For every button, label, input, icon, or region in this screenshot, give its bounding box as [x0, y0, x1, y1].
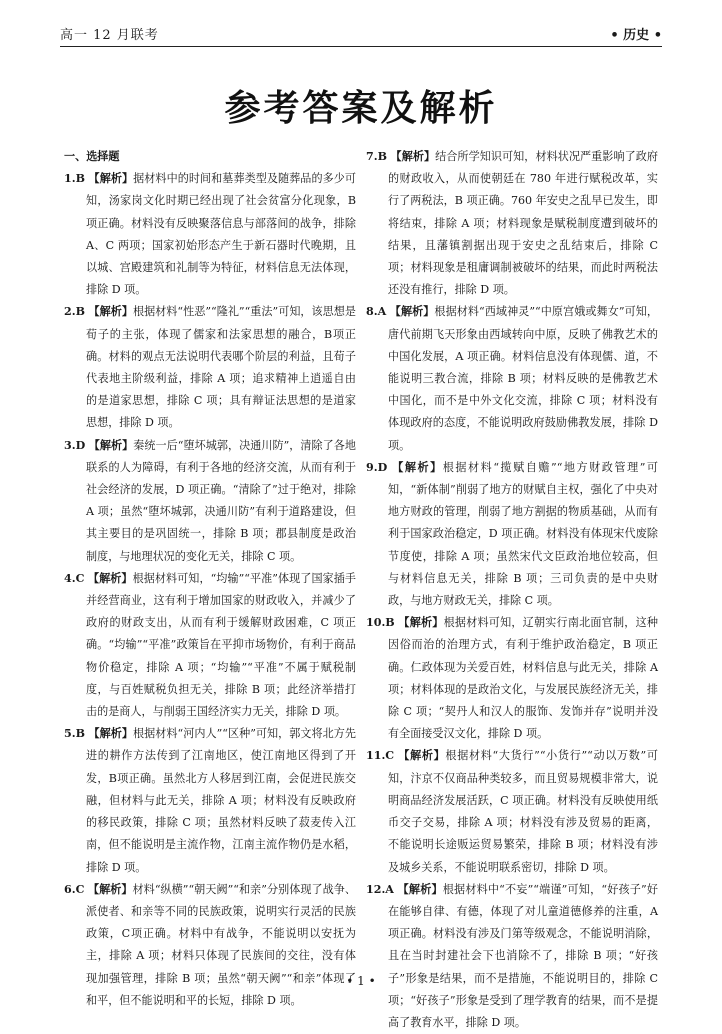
answer-number: 4.C — [64, 571, 85, 585]
answer-item — [366, 879, 658, 1034]
page-header — [60, 22, 662, 46]
right-column — [366, 146, 658, 1034]
analysis-text: 根据材料“性恶”“隆礼”“重法”可知，该思想是荀子的主张，体现了儒家和法家思想的融合，B项正确。材料的观点无法说明代表哪个阶层的利益，且荀子代表地主阶级利益，排除 A 项；追求精神上逍遥自由的是道家思想，排除 C 项；具有辩证法思想的是道家思想，排除 D 项。 — [86, 305, 356, 430]
analysis-text: 秦统一后“堕坏城郭，决通川防”，清除了各地联系的人为障碍，有利于各地的经济交流，从而有利于社会经济的发展，D 项正确。“清除了”过于绝对，排除 A 项；虽然“堕坏城郭，决通川防”有利于道路建设，但其主要目的是巩固统一，排除 B 项；郡县制度是政治制度，与地理状况的变化无关，排除 C 项。 — [86, 438, 356, 563]
analysis-tag: 【解析】 — [88, 172, 134, 186]
analysis-text: 根据材料可知，辽朝实行南北面官制，这种因俗而治的治理方式，有利于维护政治稳定，B 项正确。仁政体现为关爱百姓，材料信息与此无关，排除 A 项；材料体现的是政治文化，与发展民族经济无关，排除 C 项；“契丹人和汉人的服饰、发饰并存”说明并没有全面接受汉文化，排除 D 项。 — [388, 616, 658, 741]
left-column — [64, 146, 356, 1012]
analysis-text: 根据材料可知，“均输”“平准”体现了国家插手并经营商业，这有利于增加国家的财政收入，并减少了政府的财政支出，从而有利于缓解财政困难，C 项正确。“均输”“平准”政策旨在平抑市场物价，有利于商品物价稳定，排除 A 项；“均输”“平准”不属于赋税制度，与百姓赋税负担无关，排除 B 项；此经济举措打击的是商人，与削弱王国经济实力无关，排除 D 项。 — [86, 571, 356, 719]
answer-number: 7.B — [366, 150, 387, 163]
analysis-tag: 【解析】 — [398, 749, 446, 763]
page-number: • 1 • — [346, 974, 376, 988]
answer-number: 5.B — [64, 727, 85, 741]
analysis-tag: 【解析】 — [88, 571, 133, 585]
answer-number: 8.A — [366, 305, 387, 319]
analysis-text: 根据材料“河内人”“区种”可知，郭文将北方先进的耕作方法传到了江南地区，使江南地区得到了开发，B项正确。虽然北方人移居到江南，会促进民族交融，但材料与此无关，排除 A 项；材料没有反映政府的移民政策，排除 C 项；虽然材料反映了菽麦传入江南，但不能说明是主流作物，江南主流作物仍是水稻，排除 D 项。 — [86, 727, 356, 874]
analysis-tag: 【解析】 — [389, 305, 435, 319]
analysis-tag: 【解析】 — [398, 616, 444, 630]
answer-item — [366, 301, 658, 456]
page-title: 参考答案及解析 — [224, 88, 498, 129]
answer-number: 10.B — [366, 616, 395, 630]
section-heading: 一、选择题 — [64, 150, 120, 163]
answer-item — [366, 745, 658, 878]
answer-item — [64, 435, 356, 568]
answer-item — [366, 146, 658, 301]
analysis-tag: 【解析】 — [397, 882, 443, 896]
exam-name: 高一 12 月联考 — [60, 28, 159, 43]
answer-number: 3.D — [64, 438, 86, 452]
answer-item — [64, 301, 356, 434]
analysis-tag: 【解析】 — [88, 882, 133, 896]
header-rule — [60, 46, 662, 47]
analysis-tag: 【解析】 — [392, 460, 443, 474]
analysis-text: 根据材料“西域神灵”“中原宫娥或舞女”可知，唐代前期飞天形象由西域转向中原，反映了佛教艺术的中国化发展，A 项正确。材料信息没有体现儒、道，不能说明三教合流，排除 B 项；材料反映的是佛教艺术中国化，而不是中外文化交流，排除 C 项；材料没有体现政府的态度，不能说明政府鼓励佛教发展，排除 D 项。 — [388, 305, 658, 452]
analysis-tag: 【解析】 — [390, 150, 436, 163]
answer-number: 2.B — [64, 305, 85, 319]
answer-item — [64, 568, 356, 723]
answer-number: 9.D — [366, 460, 388, 474]
analysis-text: 根据材料“大货行”“小货行”“动以万数”可知，汴京不仅商品种类较多，而且贸易规模非常大，说明商品经济发展活跃，C 项正确。材料没有反映使用纸币交子交易，排除 A 项；材料没有涉及贸易的距离，不能说明长途贩运贸易繁荣，排除 B 项；材料没有涉及城乡关系，不能说明联系密切，排除 D 项。 — [388, 749, 658, 874]
answer-number: 6.C — [64, 882, 85, 896]
answer-item — [64, 168, 356, 301]
analysis-text: 根据材料“揽赋自赡”“地方财政管理”可知，“新体制”削弱了地方的财赋自主权，强化了中央对地方财政的管理，削弱了地方割据的物质基础，从而有利于国家政治稳定，D 项正确。材料没有体现宋代废除节度使，排除 A 项；虽然宋代文臣政治地位较高，但与材料信息无关，排除 B 项；三司负责的是中央财政，与地方财政无关，排除 C 项。 — [388, 460, 658, 608]
subject-label: • 历史 • — [610, 28, 662, 43]
answer-item — [366, 457, 658, 612]
answer-item — [366, 612, 658, 745]
analysis-tag: 【解析】 — [88, 305, 133, 319]
analysis-text: 材料“纵横”“朝天阙”“和亲”分别体现了战争、派使者、和亲等不同的民族政策，说明实行灵活的民族政策，C项正确。材料中有战争，不能说明以安抚为主，排除 A 项；材料只体现了民族间的交往，没有体现加强管理，排除 B 项；虽然“朝天阙”“和亲”体现了和平，但不能说明和平的长短，排除 D 项。 — [86, 882, 356, 1007]
analysis-text: 根据材料中“不妄”“端谨”可知，“好孩子”好在能够自律、有德，体现了对儿童道德修养的注重，A 项正确。材料没有涉及门第等级观念，不能说明消除，且在当时封建社会下也消除不了，排除 B 项；“好孩子”形象是结果，而不是措施，不能说明目的，排除 C 项；“好孩子”形象是受到了理学教育的结果，而不是提高了教育水平，排除 D 项。 — [388, 882, 658, 1029]
answer-number: 1.B — [64, 172, 85, 186]
answer-item — [64, 723, 356, 878]
analysis-text: 结合所学知识可知，材料状况严重影响了政府的财政收入，从而使朝廷在 780 年进行赋税改革，实行了两税法，B 项正确。760 年安史之乱早已发生，即将结束，排除 A 项；材料现象是赋税制度遭到破坏的结果，且藩镇割据出现于安史之乱结束后，排除 C 项；材料现象是租庸调制被破坏的结果，而此时两税法还没有推行，排除 D 项。 — [388, 150, 658, 297]
answer-number: 12.A — [366, 882, 394, 896]
analysis-tag: 【解析】 — [88, 727, 134, 741]
answer-item — [64, 879, 356, 1012]
analysis-tag: 【解析】 — [88, 438, 134, 452]
analysis-text: 据材料中的时间和墓葬类型及随葬品的多少可知，汤家岗文化时期已经出现了社会贫富分化现象，B项正确。材料没有反映聚落信息与部落间的战争，排除 A、C 两项；国家初始形态产生于新石器时代晚期，且以城、宫殿建筑和礼制等为特征，材料信息无法体现，排除 D 项。 — [86, 172, 356, 297]
answer-number: 11.C — [366, 749, 395, 763]
